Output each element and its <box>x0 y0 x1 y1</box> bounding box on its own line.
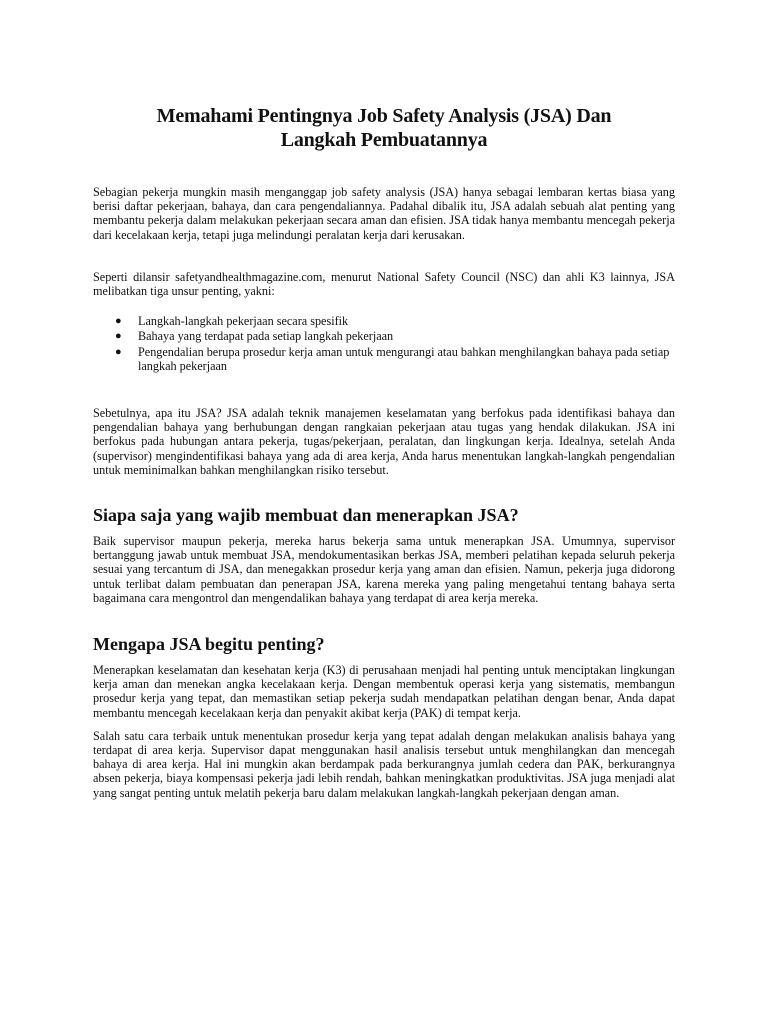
who-paragraph: Baik supervisor maupun pekerja, mereka harus bekerja sama untuk menerapkan JSA. Umumnya, supervisor bertanggung jawab untuk membuat JSA, mendokumentasikan berkas JSA, memberi pelatihan kepada seluruh pekerja sesuai yang tercantum di JSA, dan menegakkan prosedur kerja yang aman dan efisien. Namun, pekerja juga didorong untuk terlibat dalam pembuatan dan penerapan JSA, karena mereka yang paling mengetahui tentang bahaya serta bagaimana cara mengontrol dan mengendalikan bahaya yang terdapat di area kerja mereka. <box>93 534 675 605</box>
heading-who: Siapa saja yang wajib membuat dan menerapkan JSA? <box>93 505 519 526</box>
heading-why: Mengapa JSA begitu penting? <box>93 634 325 655</box>
title-line-2: Langkah Pembuatannya <box>280 129 488 151</box>
why-paragraph-1: Menerapkan keselamatan dan kesehatan kerja (K3) di perusahaan menjadi hal penting untuk menciptakan lingkungan kerja aman dan menekan angka kecelakaan kerja. Dengan membentuk operasi kerja yang sistematis, membangun prosedur kerja yang tepat, dan memastikan setiap pekerja sudah mendapatkan pelatihan dengan benar, Anda dapat membantu mencegah kecelakaan kerja dan penyakit akibat kerja (PAK) di tempat kerja. <box>93 663 675 720</box>
bullet-icon: ● <box>115 315 122 328</box>
list-item <box>93 345 675 373</box>
list-item <box>93 314 675 328</box>
document-body <box>93 104 675 800</box>
definition-paragraph: Sebetulnya, apa itu JSA? JSA adalah teknik manajemen keselamatan yang berfokus pada identifikasi bahaya dan pengendalian bahaya yang berhubungan dengan rangkaian pekerjaan atau tugas yang hendak dilakukan. JSA ini berfokus pada hubungan antara pekerja, tugas/pekerjaan, peralatan, dan lingkungan kerja. Idealnya, setelah Anda (supervisor) mengindentifikasi bahaya yang ada di area kerja, Anda harus menentukan langkah-langkah pengendalian untuk meminimalkan bahkan menghilangkan risiko tersebut. <box>93 406 675 477</box>
list-item-text: Bahaya yang terdapat pada setiap langkah pekerjaan <box>138 329 394 344</box>
intro-paragraph: Sebagian pekerja mungkin masih menganggap job safety analysis (JSA) hanya sebagai lembaran kertas biasa yang berisi daftar pekerjaan, bahaya, dan cara pengendaliannya. Padahal dibalik itu, JSA adalah sebuah alat penting yang membantu pekerja dalam melakukan pekerjaan secara aman dan efisien. JSA tidak hanya membantu mencegah pekerja dari kecelakaan kerja, tetapi juga melindungi peralatan kerja dari kerusakan. <box>93 185 675 242</box>
nsc-paragraph: Seperti dilansir safetyandhealthmagazine.com, menurut National Safety Council (NSC) dan ahli K3 lainnya, JSA melibatkan tiga unsur penting, yakni: <box>93 269 675 299</box>
why-paragraph-2: Salah satu cara terbaik untuk menentukan prosedur kerja yang tepat adalah dengan melakukan analisis bahaya yang terdapat di area kerja. Supervisor dapat menggunakan hasil analisis tersebut untuk menghilangkan dan mencegah bahaya di area kerja. Hal ini mungkin akan berdampak pada berkurangnya jumlah cedera dan PAK, berkurangnya absen pekerja, biaya kompensasi pekerja jadi lebih rendah, bahkan meningkatkan produktivitas. JSA juga menjadi alat yang sangat penting untuk melatih pekerja baru dalam melakukan langkah-langkah pekerjaan dengan aman. <box>93 728 675 800</box>
bullet-icon: ● <box>115 345 122 358</box>
list-item <box>93 329 675 343</box>
jsa-elements-list <box>93 314 675 373</box>
title-line-1: Memahami Pentingnya Job Safety Analysis (JSA) Dan <box>156 105 612 127</box>
bullet-icon: ● <box>115 330 122 343</box>
list-item-text: Pengendalian berupa prosedur kerja aman untuk mengurangi atau bahkan menghilangkan bahaya pada setiap langkah pekerjaan <box>138 344 670 373</box>
document-title <box>93 104 675 152</box>
list-item-text: Langkah-langkah pekerjaan secara spesifik <box>138 314 349 329</box>
